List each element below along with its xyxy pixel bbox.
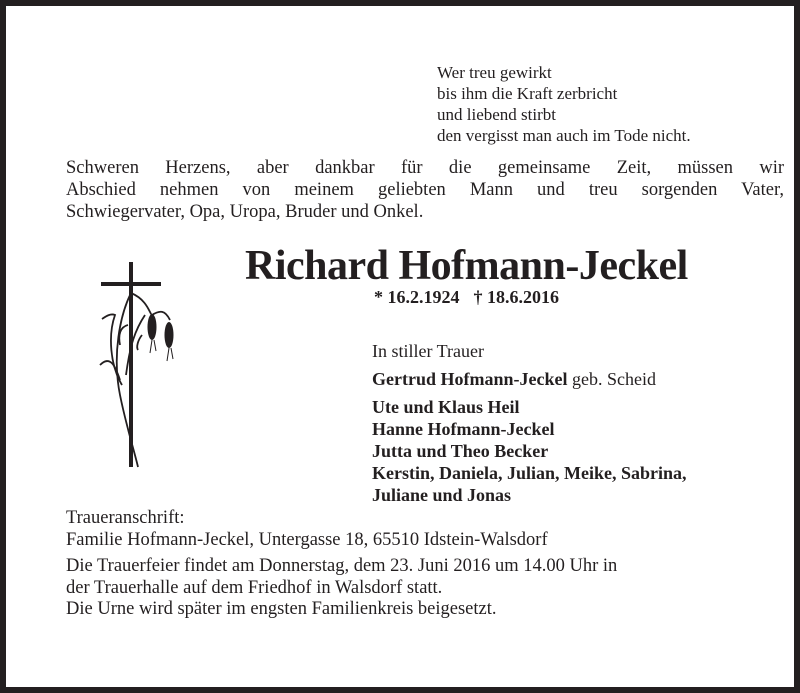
ceremony-line: Die Trauerfeier findet am Donnerstag, dem 23. Juni 2016 um 14.00 Uhr in [66, 556, 618, 576]
details [66, 508, 617, 621]
mourners [372, 340, 687, 506]
family-member: Hanne Hofmann-Jeckel [372, 419, 555, 439]
intro-line: Abschied nehmen von meinem geliebten Mann und treu sorgenden Vater, [66, 180, 784, 200]
birth-date: * 16.2.1924 [374, 287, 460, 307]
intro-line: Schweren Herzens, aber dankbar für die gemeinsame Zeit, müssen wir [66, 158, 784, 178]
spouse-name: Gertrud Hofmann-Jeckel [372, 369, 568, 389]
cross-with-wheat-icon [90, 255, 190, 475]
life-dates [374, 287, 573, 308]
spouse [372, 368, 687, 390]
ceremony-line: Die Urne wird später im engsten Familienkreis beigesetzt. [66, 599, 497, 619]
poem-line: Wer treu gewirkt [437, 63, 552, 82]
mourning-heading: In stiller Trauer [372, 341, 484, 361]
family-member: Ute und Klaus Heil [372, 397, 520, 417]
ceremony-line: der Trauerhalle auf dem Friedhof in Walsdorf statt. [66, 577, 443, 598]
poem-line: den vergisst man auch im Tode nicht. [437, 126, 691, 145]
poem [437, 62, 691, 146]
family-member: Juliane und Jonas [372, 485, 512, 505]
deceased-name: Richard Hofmann-Jeckel [245, 243, 688, 289]
intro-line: Schwiegervater, Opa, Uropa, Bruder und Onkel. [66, 202, 424, 222]
poem-line: und liebend stirbt [437, 105, 556, 124]
family-member: Jutta und Theo Becker [372, 441, 549, 461]
death-date: † 18.6.2016 [473, 287, 559, 307]
poem-line: bis ihm die Kraft zerbricht [437, 84, 618, 103]
address-label: Traueranschrift: [66, 508, 185, 528]
intro-text [66, 157, 784, 223]
spouse-maiden-name: geb. Scheid [571, 369, 656, 389]
family-member: Kerstin, Daniela, Julian, Meike, Sabrina, [372, 463, 687, 483]
address-value: Familie Hofmann-Jeckel, Untergasse 18, 65510 Idstein-Walsdorf [66, 529, 548, 550]
